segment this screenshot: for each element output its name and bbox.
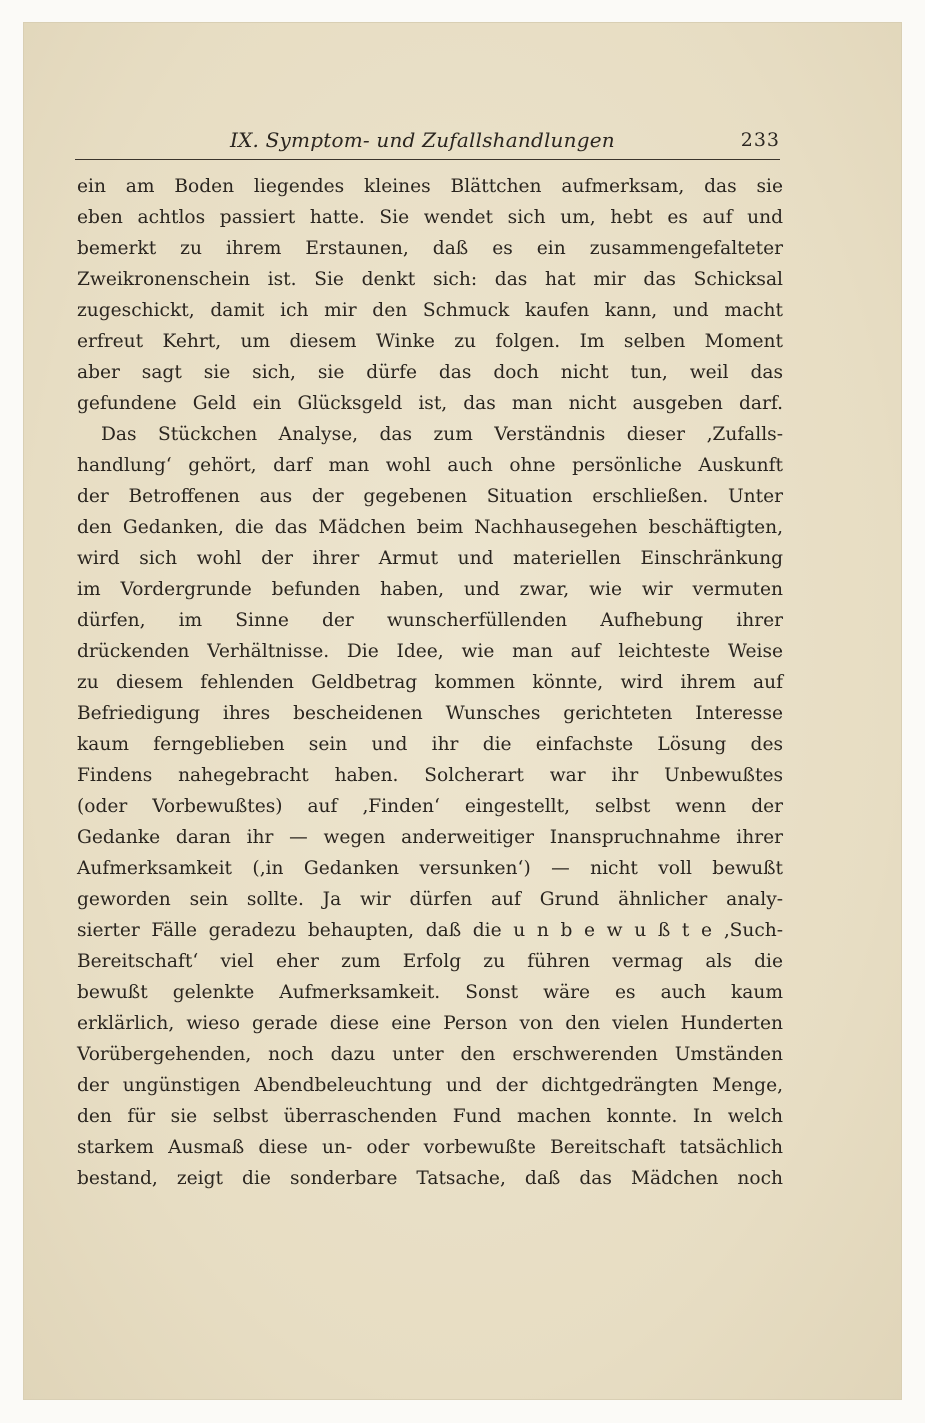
- text-line: Findens nahegebracht haben. Solcherart war ihr Unbewußtes: [77, 765, 783, 786]
- header-rule: [75, 159, 780, 160]
- text-line: starkem Ausmaß diese un- oder vorbewußte Bereitschaft tatsächlich: [77, 1137, 783, 1158]
- body-text: [77, 171, 783, 1194]
- text-line: den für sie selbst überraschenden Fund machen konnte. In welch: [77, 1106, 783, 1127]
- text-line: Gedanke daran ihr — wegen anderweitiger Inanspruchnahme ihrer: [77, 827, 783, 848]
- chapter-title: IX. Symptom- und Zufallshandlungen: [230, 128, 615, 152]
- running-header: [80, 128, 780, 156]
- text-line: bewußt gelenkte Aufmerksamkeit. Sonst wäre es auch kaum: [77, 982, 783, 1003]
- text-line: der Betroffenen aus der gegebenen Situation erschließen. Unter: [77, 486, 783, 507]
- text-line: bemerkt zu ihrem Erstaunen, daß es ein zusammengefalteter: [77, 238, 783, 259]
- text-line: drückenden Verhältnisse. Die Idee, wie man auf leichteste Weise: [77, 641, 783, 662]
- text-line: zugeschickt, damit ich mir den Schmuck kaufen kann, und macht: [77, 300, 783, 321]
- text-line: sierter Fälle geradezu behaupten, daß die u n b e w u ß t e ‚Such-: [77, 920, 783, 941]
- text-line: Befriedigung ihres bescheidenen Wunsches gerichteten Interesse: [77, 703, 783, 724]
- text-line: ein am Boden liegendes kleines Blättchen aufmerksam, das sie: [77, 176, 783, 197]
- page-number: 233: [740, 129, 780, 151]
- text-line: den Gedanken, die das Mädchen beim Nachhausegehen beschäftigten,: [77, 517, 783, 538]
- text-line: erklärlich, wieso gerade diese eine Person von den vielen Hunderten: [77, 1013, 783, 1034]
- text-line: bestand, zeigt die sonderbare Tatsache, daß das Mädchen noch: [77, 1168, 783, 1189]
- text-line: Zweikronenschein ist. Sie denkt sich: das hat mir das Schicksal: [77, 269, 783, 290]
- text-line: eben achtlos passiert hatte. Sie wendet sich um, hebt es auf und: [77, 207, 783, 228]
- text-line: dürfen, im Sinne der wunscherfüllenden Aufhebung ihrer: [77, 610, 783, 631]
- text-line: geworden sein sollte. Ja wir dürfen auf Grund ähnlicher analy-: [77, 889, 783, 910]
- text-line: zu diesem fehlenden Geldbetrag kommen könnte, wird ihrem auf: [77, 672, 783, 693]
- text-line: im Vordergrunde befunden haben, und zwar, wie wir vermuten: [77, 579, 783, 600]
- text-line: Das Stückchen Analyse, das zum Verständnis dieser ‚Zufalls-: [101, 424, 783, 445]
- text-line: Aufmerksamkeit (‚in Gedanken versunken‘) — nicht voll bewußt: [77, 858, 783, 879]
- text-line: gefundene Geld ein Glücksgeld ist, das man nicht ausgeben darf.: [77, 393, 783, 414]
- text-line: wird sich wohl der ihrer Armut und materiellen Einschränkung: [77, 548, 783, 569]
- text-line: kaum ferngeblieben sein und ihr die einfachste Lösung des: [77, 734, 783, 755]
- text-line: (oder Vorbewußtes) auf ‚Finden‘ eingestellt, selbst wenn der: [77, 796, 783, 817]
- text-line: der ungünstigen Abendbeleuchtung und der dichtgedrängten Menge,: [77, 1075, 783, 1096]
- text-line: erfreut Kehrt, um diesem Winke zu folgen. Im selben Moment: [77, 331, 783, 352]
- text-line: Vorübergehenden, noch dazu unter den erschwerenden Umständen: [77, 1044, 783, 1065]
- text-line: aber sagt sie sich, sie dürfe das doch nicht tun, weil das: [77, 362, 783, 383]
- text-line: Bereitschaft‘ viel eher zum Erfolg zu führen vermag als die: [77, 951, 783, 972]
- text-line: handlung‘ gehört, darf man wohl auch ohne persönliche Auskunft: [77, 455, 783, 476]
